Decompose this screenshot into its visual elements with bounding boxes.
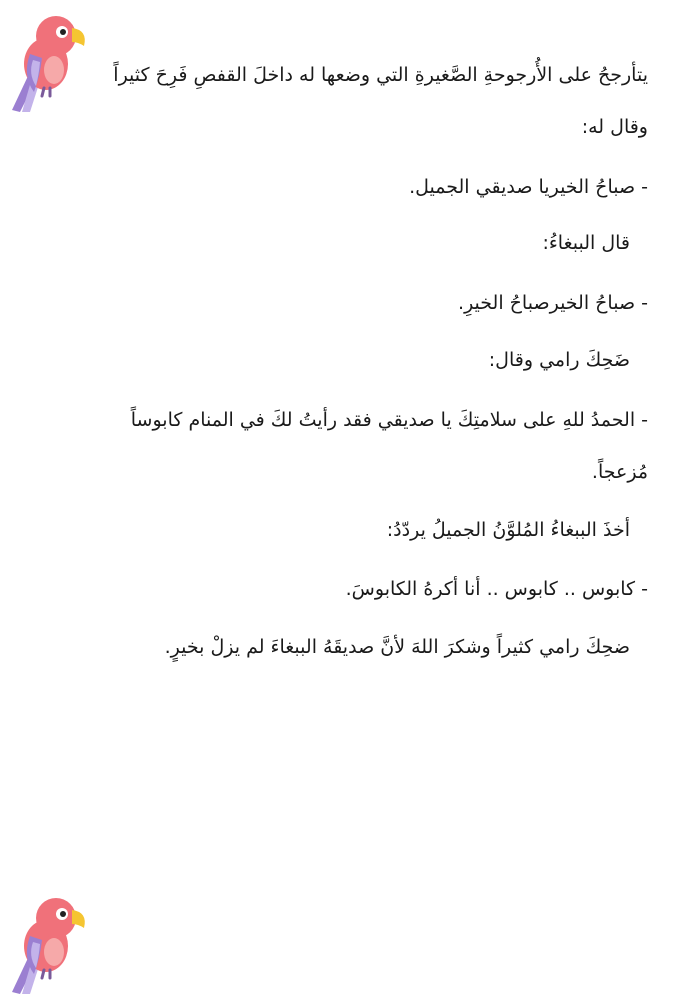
dialogue-line: - الحمدُ للهِ على سلامتِكَ يا صديقي فقد رأيتُ لكَ في المنام كابوساً [130, 409, 648, 431]
dialogue-line: مُزعجاً. [591, 461, 648, 483]
dialogue-line: - كابوس .. كابوس .. أنا أكرهُ الكابوسَ. [345, 578, 648, 600]
narration-line: أخذَ الببغاءُ المُلوَّنُ الجميلُ يردّدُ: [386, 519, 630, 541]
story-text [48, 60, 648, 680]
story-line: وقال له: [581, 116, 648, 138]
narration-line: ضَحِكَ رامي وقال: [488, 349, 630, 371]
dialogue-line: - صباحُ الخيرصباحُ الخيرِ. [458, 292, 648, 314]
parrot-icon [6, 888, 96, 998]
story-line: يتأرجحُ على الأُرجوحةِ الصَّغيرةِ التي وضعها له داخلَ القفصِ فَرِحَ كثيراً [113, 64, 648, 86]
narration-line: ضحِكَ رامي كثيراً وشكرَ اللهَ لأنَّ صديقَهُ الببغاءَ لم يزلْ بخيرٍ. [164, 636, 630, 658]
dialogue-line: - صباحُ الخيريا صديقي الجميل. [409, 176, 648, 198]
narration-line: قال الببغاءُ: [542, 232, 630, 254]
